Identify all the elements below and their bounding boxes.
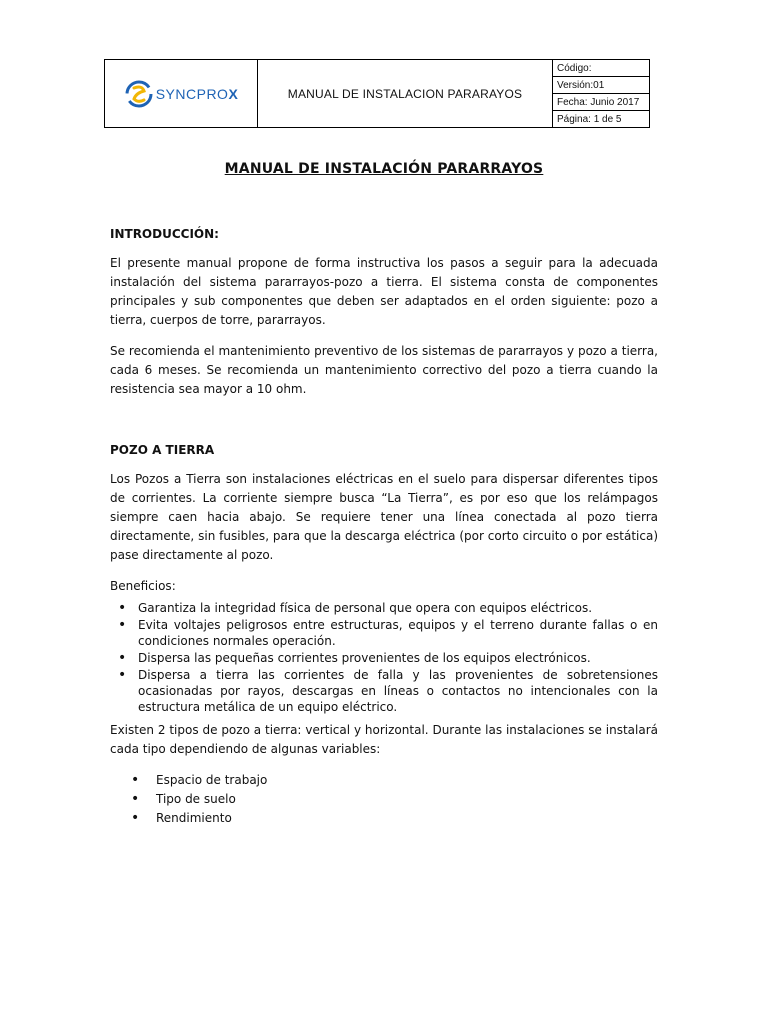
list-item: • Tipo de suelo — [110, 790, 658, 809]
logo-swirl-icon — [124, 79, 154, 109]
list-item: • Rendimiento — [110, 809, 658, 828]
list-item: • Garantiza la integridad física de personal que opera con equipos eléctricos. — [110, 600, 658, 616]
pozo-heading: POZO A TIERRA — [110, 443, 215, 457]
intro-heading: INTRODUCCIÓN: — [110, 227, 219, 241]
list-item: • Evita voltajes peligrosos entre estructuras, equipos y el terreno durante fallas o en condiciones normales operación. — [110, 617, 658, 649]
meta-fecha: Fecha: Junio 2017 — [553, 93, 649, 110]
types-paragraph: Existen 2 tipos de pozo a tierra: vertical y horizontal. Durante las instalaciones se instalará cada tipo dependiendo de algunas variables: — [110, 723, 658, 756]
list-item: • Dispersa las pequeñas corrientes provenientes de los equipos electrónicos. — [110, 650, 658, 666]
intro-paragraph-2: Se recomienda el mantenimiento preventivo de los sistemas de pararrayos y pozo a tierra, cada 6 meses. Se recomienda un mantenimiento correctivo del pozo a tierra cuando la resistencia sea mayor a 10 ohm. — [110, 344, 658, 396]
logo-cell — [105, 60, 258, 127]
pozo-paragraph: Los Pozos a Tierra son instalaciones eléctricas en el suelo para dispersar diferentes tipos de corrientes. La corriente siempre busca “La Tierra”, es por eso que los relámpagos siempre caen hacia abajo. Se requiere tener una línea conectada al pozo tierra directamente, sin fusibles, para que la descarga eléctrica (por corto circuito o por estática) pase directamente al pozo. — [110, 472, 658, 562]
syncprox-logo — [124, 79, 239, 109]
document-body — [110, 160, 658, 834]
list-item: • Dispersa a tierra las corrientes de falla y las provenientes de sobretensiones ocasionadas por rayos, descargas en líneas o contactos no intencionales con la estructura metálica de un equipo eléctrico. — [110, 667, 658, 715]
meta-codigo: Código: — [557, 62, 592, 74]
document-title: MANUAL DE INSTALACIÓN PARARRAYOS — [224, 161, 544, 177]
intro-paragraph-1: El presente manual propone de forma instructiva los pasos a seguir para la adecuada instalación del sistema pararrayos-pozo a tierra. El sistema consta de componentes principales y sub componentes que deben ser adaptados en el orden siguiente: pozo a tierra, cuerpos de torre, pararrayos. — [110, 256, 658, 327]
logo-wordmark: SYNCPROX — [155, 85, 239, 102]
header-meta — [553, 60, 649, 127]
benefits-label: Beneficios: — [110, 579, 176, 593]
list-item: • Espacio de trabajo — [110, 771, 658, 790]
document-header — [104, 59, 650, 128]
meta-version: Versión:01 — [553, 76, 649, 93]
header-title: MANUAL DE INSTALACION PARARAYOS — [258, 60, 553, 127]
meta-pagina: Página: 1 de 5 — [553, 110, 649, 127]
section-spacer — [110, 411, 658, 441]
benefits-list — [110, 600, 658, 715]
variables-list — [110, 771, 658, 828]
